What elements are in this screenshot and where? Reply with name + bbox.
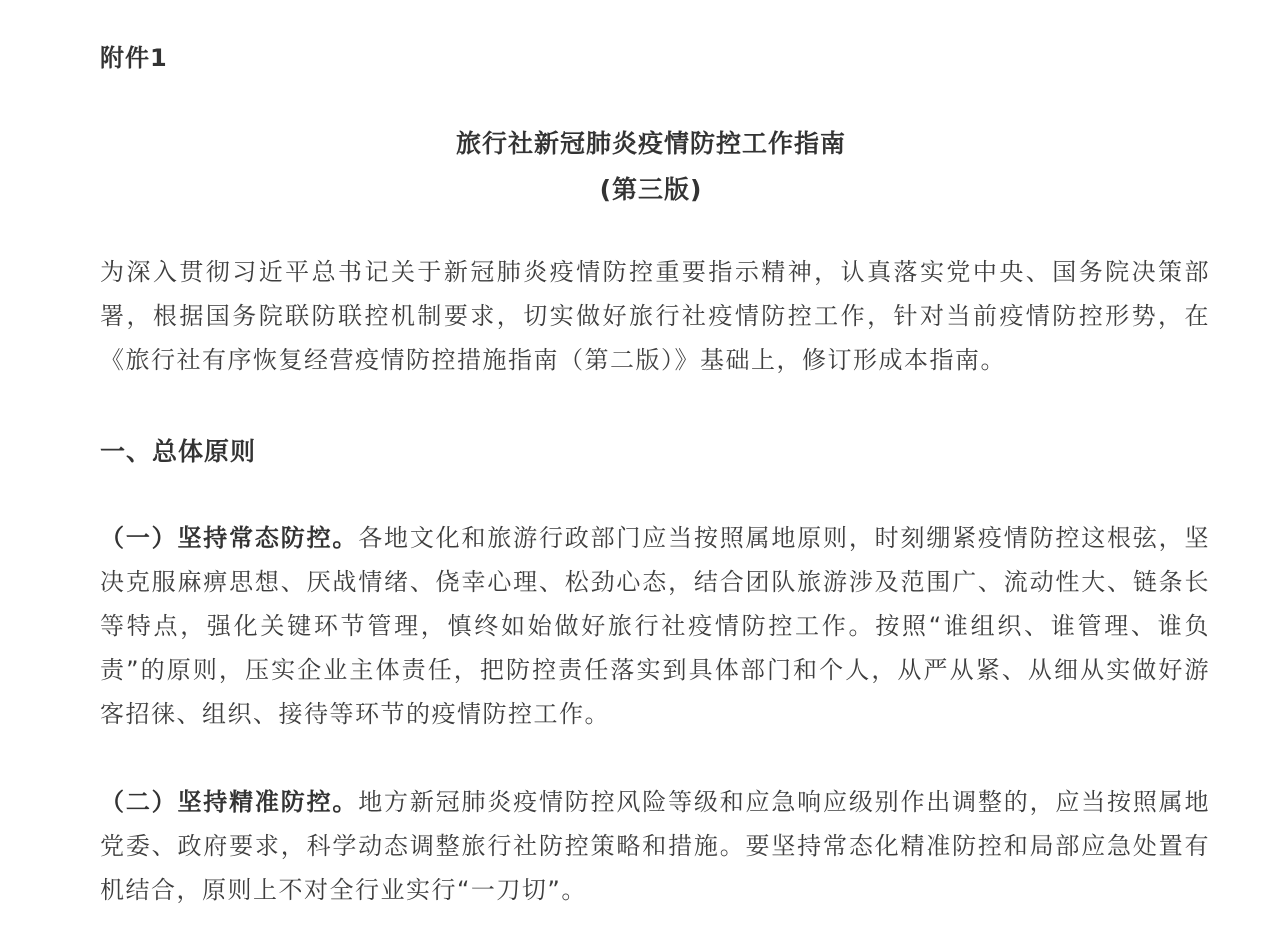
- document-subtitle: (第三版): [599, 175, 703, 204]
- principle-2-lead: （二）坚持精准防控。: [100, 788, 359, 816]
- principle-paragraph-2: [100, 780, 1210, 912]
- attachment-label: 附件1: [100, 44, 168, 72]
- document-title: 旅行社新冠肺炎疫情防控工作指南: [455, 129, 846, 158]
- section-heading: 一、总体原则: [100, 437, 257, 466]
- principle-1-lead: （一）坚持常态防控。: [100, 524, 359, 552]
- intro-paragraph: 为深入贯彻习近平总书记关于新冠肺炎疫情防控重要指示精神，认真落实党中央、国务院决策部署，根据国务院联防联控机制要求，切实做好旅行社疫情防控工作，针对当前疫情防控形势，在《旅行社有序恢复经营疫情防控措施指南（第二版）》基础上，修订形成本指南。: [100, 258, 1210, 374]
- principle-paragraph-1: [100, 516, 1210, 736]
- principle-2-text: 地方新冠肺炎疫情防控风险等级和应急响应级别作出调整的，应当按照属地党委、政府要求，科学动态调整旅行社防控策略和措施。要坚持常态化精准防控和局部应急处置有机结合，原则上不对全行业实行“一刀切”。: [100, 788, 1211, 904]
- principle-1-text: 各地文化和旅游行政部门应当按照属地原则，时刻绷紧疫情防控这根弦，坚决克服麻痹思想、厌战情绪、侥幸心理、松劲心态，结合团队旅游涉及范围广、流动性大、链条长等特点，强化关键环节管理，慎终如始做好旅行社疫情防控工作。按照“谁组织、谁管理、谁负责”的原则，压实企业主体责任，把防控责任落实到具体部门和个人，从严从紧、从细从实做好游客招徕、组织、接待等环节的疫情防控工作。: [100, 524, 1211, 728]
